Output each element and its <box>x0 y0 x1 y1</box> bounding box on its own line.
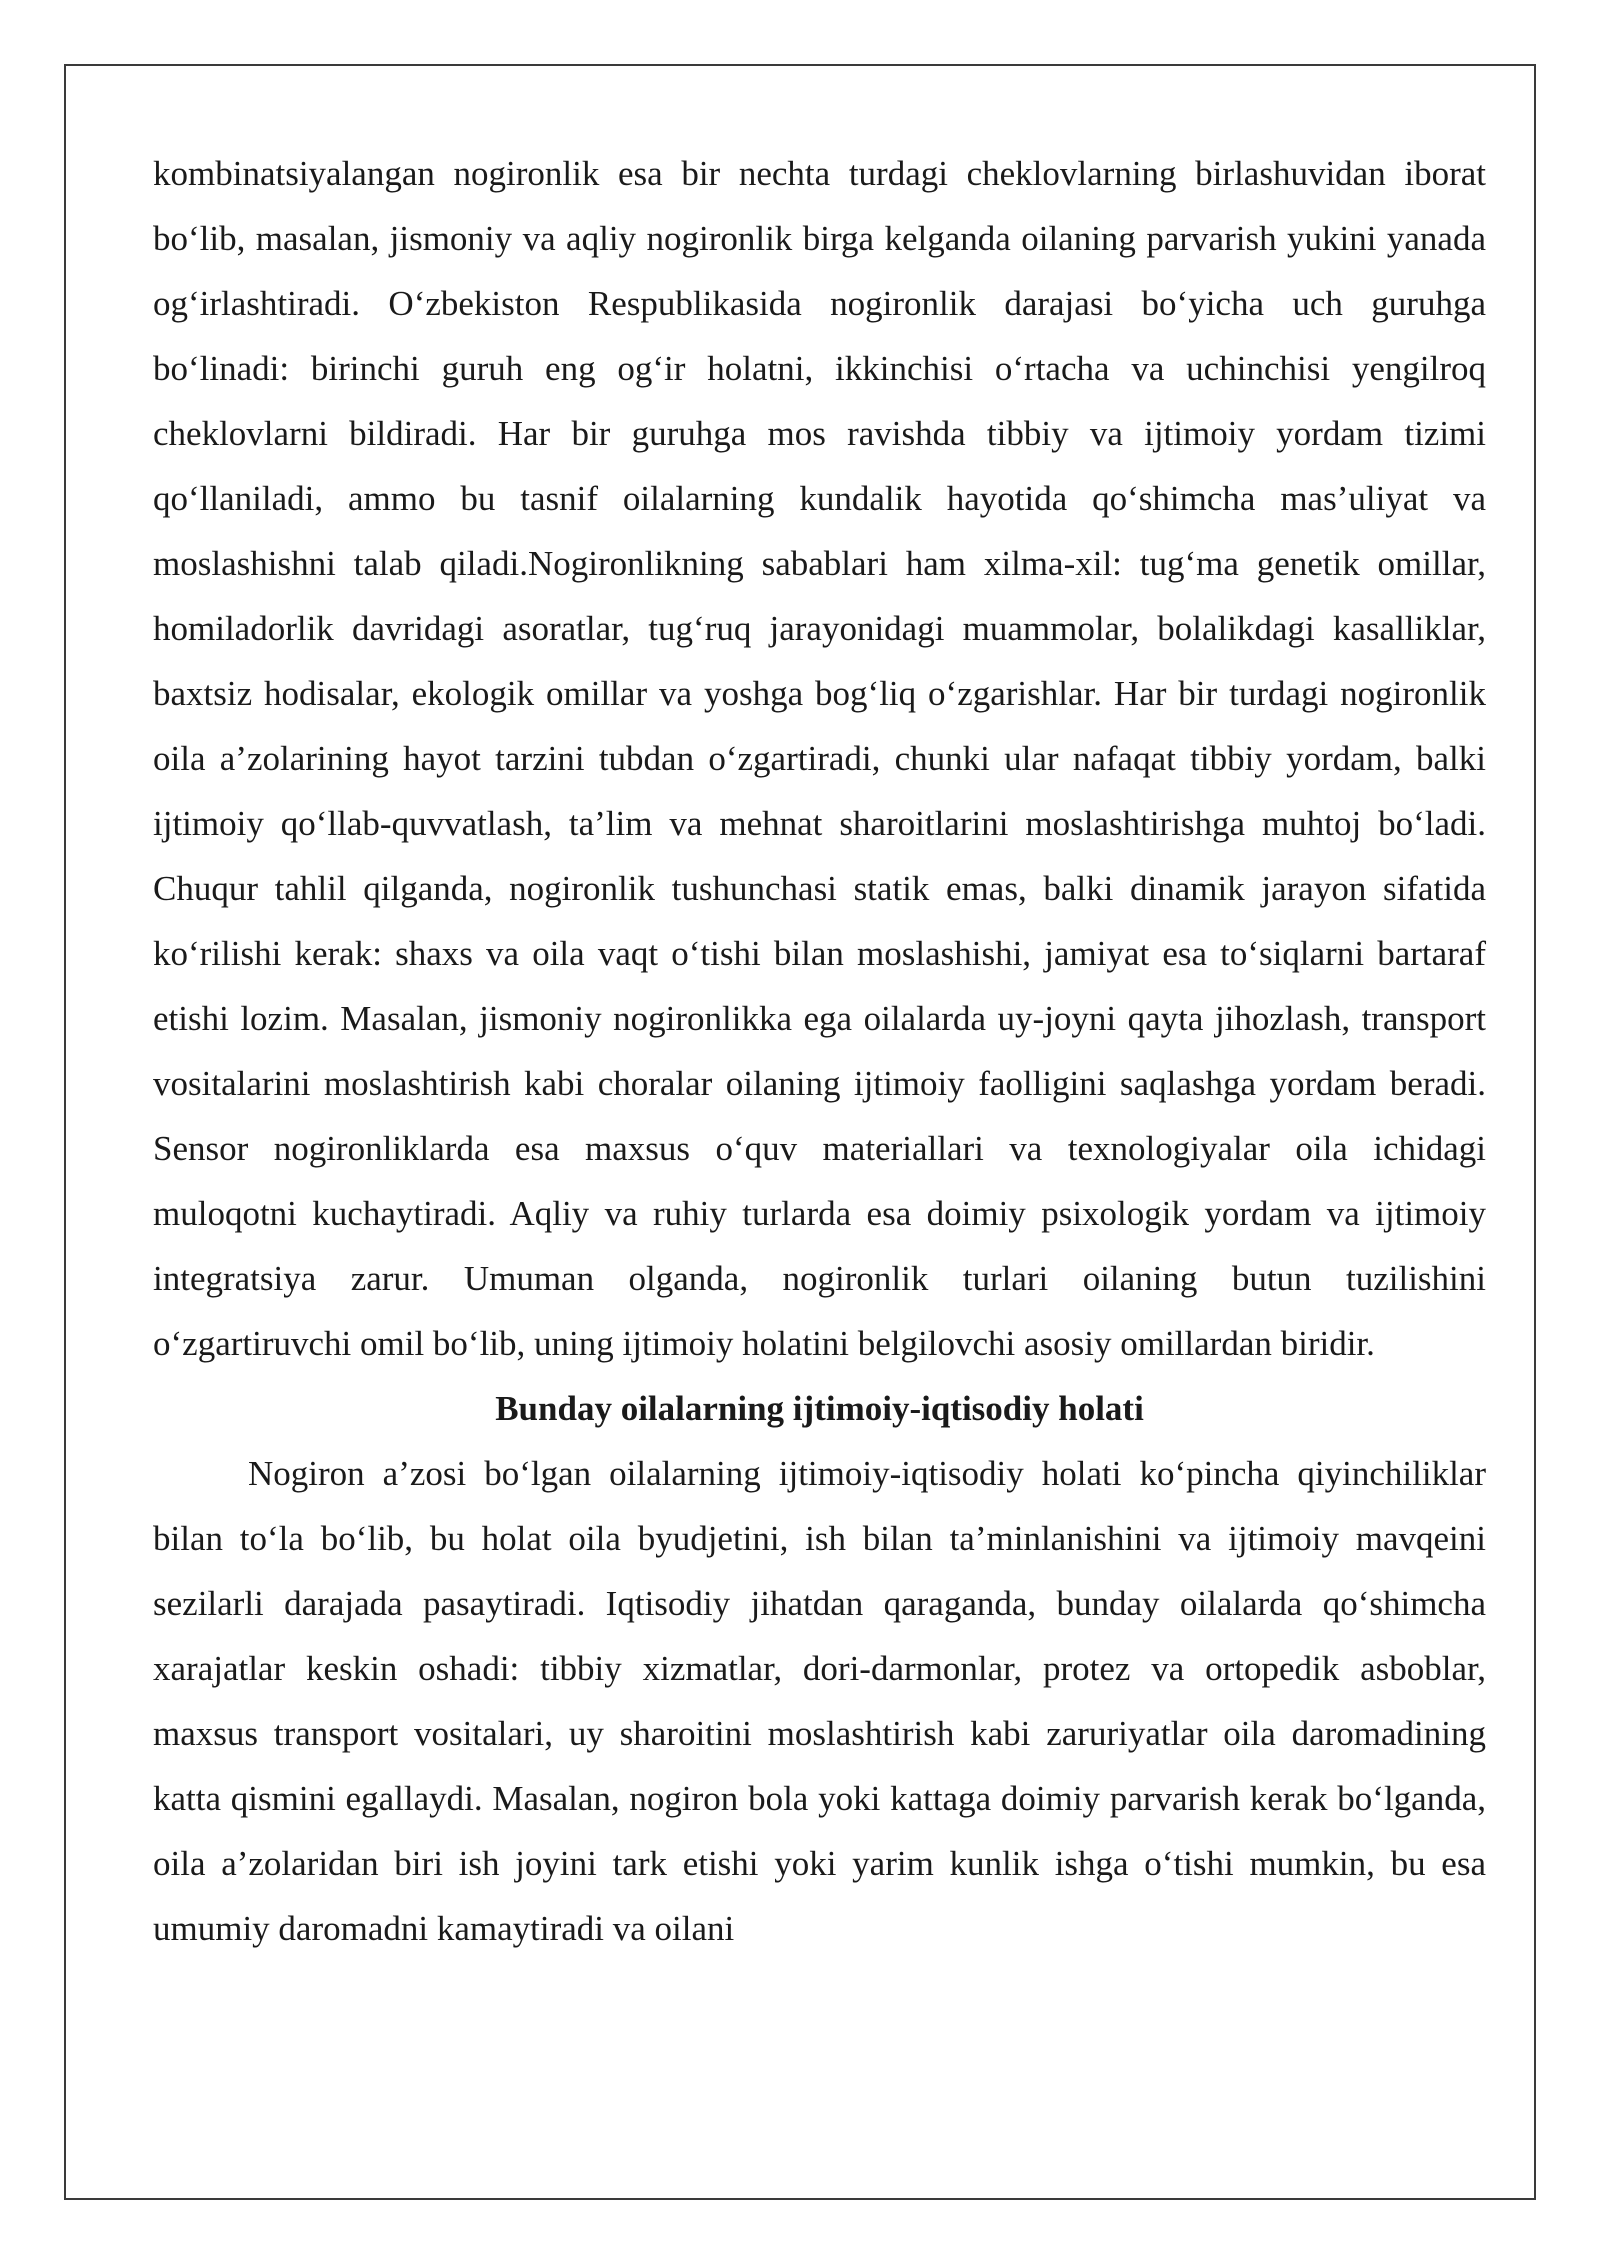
body-paragraph: Nogiron a’zosi bo‘lgan oilalarning ijtimoiy-iqtisodiy holati ko‘pincha qiyinchiliklar bilan to‘la bo‘lib, bu holat oila byudjetini, ish bilan ta’minlanishini va ijtimoiy mavqeini sezilarli darajada pasaytiradi. Iqtisodiy jihatdan qaraganda, bunday oilalarda qo‘shimcha xarajatlar keskin oshadi: tibbiy xizmatlar, dori-darmonlar, protez va ortopedik asboblar, maxsus transport vositalari, uy sharoitini moslashtirish kabi zaruriyatlar oila daromadining katta qismini egallaydi. Masalan, nogiron bola yoki kattaga doimiy parvarish kerak bo‘lganda, oila a’zolaridan biri ish joyini tark etishi yoki yarim kunlik ishga o‘tishi mumkin, bu esa umumiy daromadni kamaytiradi va oilani <box>153 1454 1486 1948</box>
body-paragraph: kombinatsiyalangan nogironlik esa bir nechta turdagi cheklovlarning birlashuvidan iborat bo‘lib, masalan, jismoniy va aqliy nogironlik birga kelganda oilaning parvarish yukini yanada og‘irlashtiradi. O‘zbekiston Respublikasida nogironlik darajasi bo‘yicha uch guruhga bo‘linadi: birinchi guruh eng og‘ir holatni, ikkinchisi o‘rtacha va uchinchisi yengilroq cheklovlarni bildiradi. Har bir guruhga mos ravishda tibbiy va ijtimoiy yordam tizimi qo‘llaniladi, ammo bu tasnif oilalarning kundalik hayotida qo‘shimcha mas’uliyat va moslashishni talab qiladi.Nogironlikning sabablari ham xilma-xil: tug‘ma genetik omillar, homiladorlik davridagi asoratlar, tug‘ruq jarayonidagi muammolar, bolalikdagi kasalliklar, baxtsiz hodisalar, ekologik omillar va yoshga bog‘liq o‘zgarishlar. Har bir turdagi nogironlik oila a’zolarining hayot tarzini tubdan o‘zgartiradi, chunki ular nafaqat tibbiy yordam, balki ijtimoiy qo‘llab-quvvatlash, ta’lim va mehnat sharoitlarini moslashtirishga muhtoj bo‘ladi. Chuqur tahlil qilganda, nogironlik tushunchasi statik emas, balki dinamik jarayon sifatida ko‘rilishi kerak: shaxs va oila vaqt o‘tishi bilan moslashishi, jamiyat esa to‘siqlarni bartaraf etishi lozim. Masalan, jismoniy nogironlikka ega oilalarda uy-joyni qayta jihozlash, transport vositalarini moslashtirish kabi choralar oilaning ijtimoiy faolligini saqlashga yordam beradi. Sensor nogironliklarda esa maxsus o‘quv materiallari va texnologiyalar oila ichidagi muloqotni kuchaytiradi. Aqliy va ruhiy turlarda esa doimiy psixologik yordam va ijtimoiy integratsiya zarur. Umuman olganda, nogironlik turlari oilaning butun tuzilishini o‘zgartiruvchi omil bo‘lib, uning ijtimoiy holatini belgilovchi asosiy omillardan biridir. <box>153 154 1486 1363</box>
section-heading: Bunday oilalarning ijtimoiy-iqtisodiy holati <box>495 1389 1144 1428</box>
document-body <box>153 141 1486 1961</box>
